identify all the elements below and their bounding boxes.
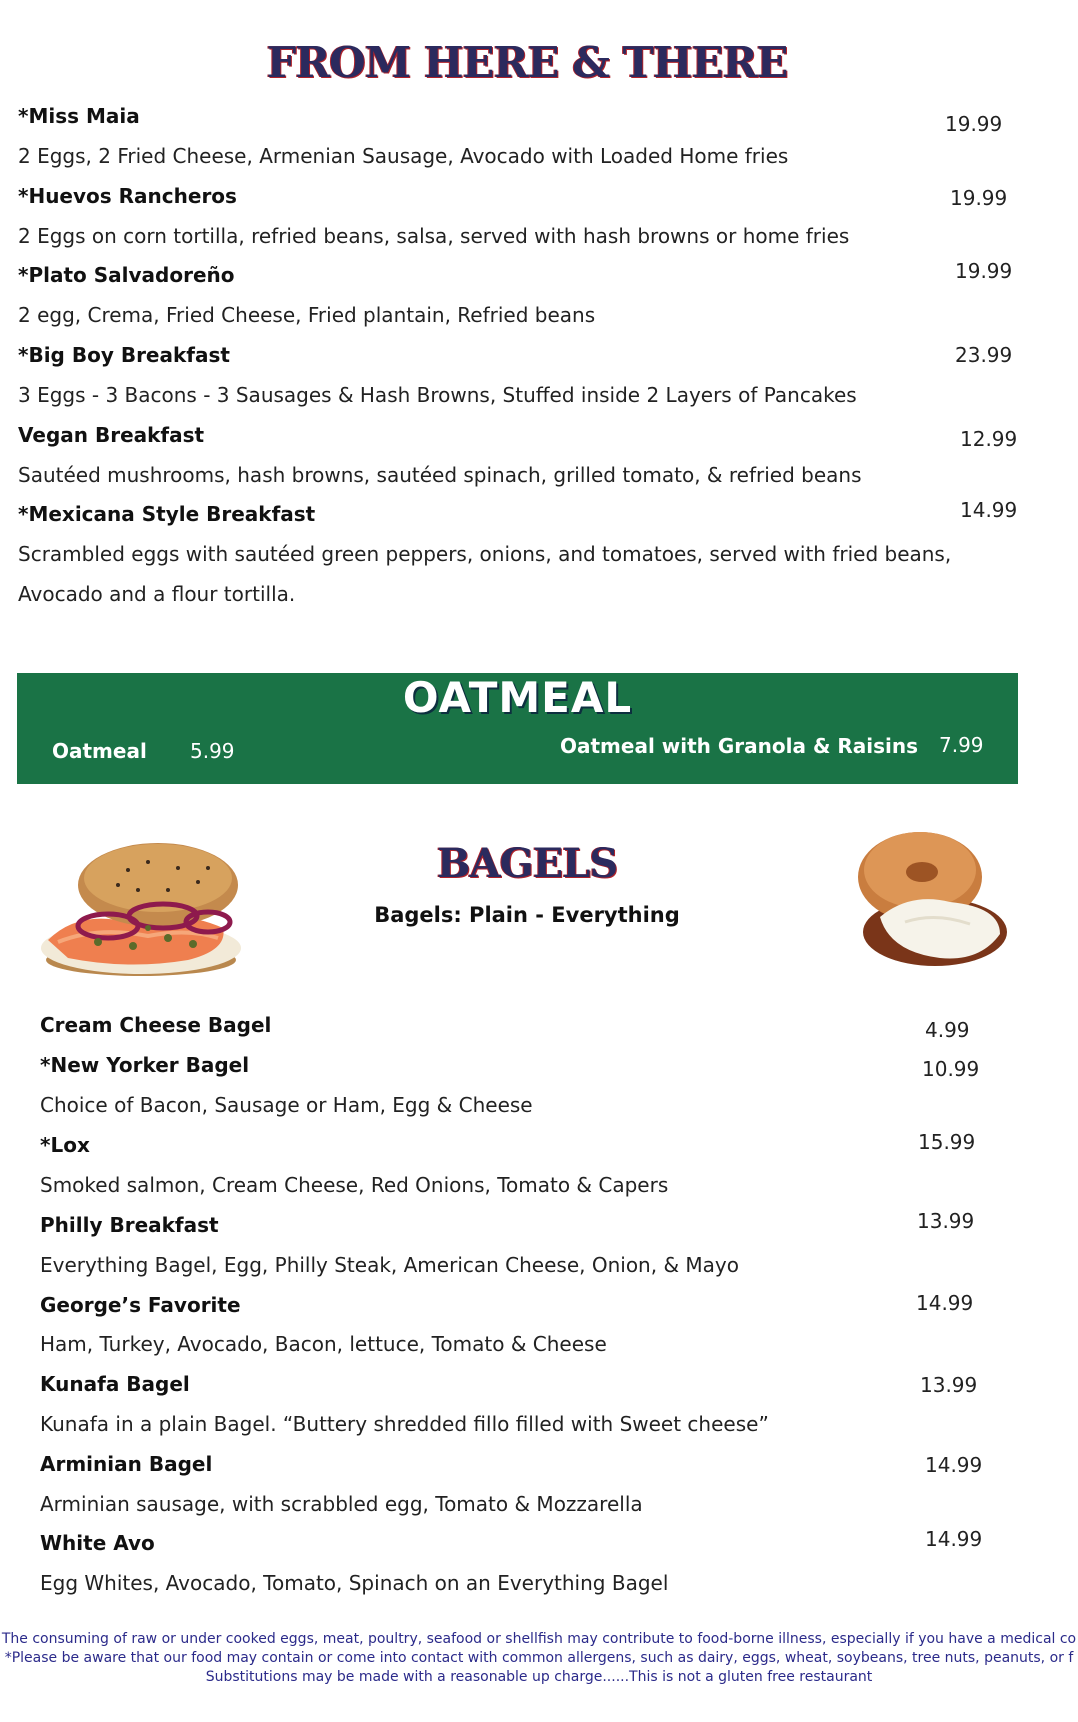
- bagel-item-desc: Ham, Turkey, Avocado, Bacon, lettuce, Tomato & Cheese: [40, 1332, 607, 1356]
- bagel-item-name: Philly Breakfast: [40, 1213, 219, 1237]
- oatmeal-item-name: Oatmeal: [52, 739, 147, 763]
- bagel-item-name: George’s Favorite: [40, 1293, 241, 1317]
- bagel-item-name: *New Yorker Bagel: [40, 1053, 250, 1077]
- menu-item-price: 12.99: [960, 427, 1018, 451]
- bagel-item-price: 4.99: [925, 1018, 970, 1042]
- menu-item-price: 23.99: [955, 343, 1013, 367]
- bagel-item-name: Arminian Bagel: [40, 1452, 213, 1476]
- menu-item-desc: Sautéed mushrooms, hash browns, sautéed spinach, grilled tomato, & refried beans: [18, 463, 862, 487]
- menu-item-price: 19.99: [955, 259, 1013, 283]
- bagels-subtitle: Bagels: Plain - Everything: [374, 903, 680, 927]
- bagel-item-desc: Egg Whites, Avocado, Tomato, Spinach on an Everything Bagel: [40, 1571, 669, 1595]
- menu-item-name: Vegan Breakfast: [18, 423, 205, 447]
- menu-item-desc: 3 Eggs - 3 Bacons - 3 Sausages & Hash Browns, Stuffed inside 2 Layers of Pancakes: [18, 383, 857, 407]
- section-title-here-there: FROM HERE & THERE: [266, 38, 788, 87]
- bagel-item-desc: Everything Bagel, Egg, Philly Steak, American Cheese, Onion, & Mayo: [40, 1253, 739, 1277]
- menu-item-desc: Scrambled eggs with sautéed green peppers, onions, and tomatoes, served with fried beans,: [18, 542, 952, 566]
- bagel-item-price: 15.99: [918, 1130, 976, 1154]
- footer-disclaimer-allergens: *Please be aware that our food may contain or come into contact with common allergens, such as dairy, eggs, wheat, soybeans, tree nuts, peanuts, or f: [4, 1650, 1074, 1666]
- menu-item-name: *Mexicana Style Breakfast: [18, 502, 316, 526]
- bagel-item-name: White Avo: [40, 1531, 155, 1555]
- bagel-item-price: 14.99: [925, 1527, 983, 1551]
- bagel-item-name: Cream Cheese Bagel: [40, 1013, 272, 1037]
- bagel-item-desc: Arminian sausage, with scrabbled egg, Tomato & Mozzarella: [40, 1492, 643, 1516]
- bagel-item-price: 13.99: [917, 1209, 975, 1233]
- bagel-item-desc: Kunafa in a plain Bagel. “Buttery shredded fillo filled with Sweet cheese”: [40, 1412, 769, 1436]
- bagel-item-desc: Smoked salmon, Cream Cheese, Red Onions, Tomato & Capers: [40, 1173, 669, 1197]
- menu-item-price: 19.99: [945, 112, 1003, 136]
- menu-item-name: *Huevos Rancheros: [18, 184, 237, 208]
- menu-item-price: 19.99: [950, 186, 1008, 210]
- oatmeal-item-price: 5.99: [190, 739, 235, 763]
- menu-item-desc-continued: Avocado and a flour tortilla.: [18, 582, 296, 606]
- menu-item-name: *Big Boy Breakfast: [18, 343, 230, 367]
- bagel-item-desc: Choice of Bacon, Sausage or Ham, Egg & Cheese: [40, 1093, 533, 1117]
- footer-disclaimer-raw-food: The consuming of raw or under cooked eggs, meat, poultry, seafood or shellfish may contribute to food-borne illness, especially if you have a medical co: [1, 1631, 1077, 1647]
- oatmeal-granola-price: 7.99: [939, 733, 984, 757]
- lox-bagel-image: [38, 830, 244, 980]
- footer-disclaimer-substitutions: Substitutions may be made with a reasonable up charge......This is not a gluten free restaurant: [205, 1669, 873, 1685]
- bagel-item-price: 10.99: [922, 1057, 980, 1081]
- bagel-item-name: *Lox: [40, 1133, 90, 1157]
- menu-item-desc: 2 Eggs, 2 Fried Cheese, Armenian Sausage, Avocado with Loaded Home fries: [18, 144, 789, 168]
- bagel-item-price: 14.99: [925, 1453, 983, 1477]
- menu-item-price: 14.99: [960, 498, 1018, 522]
- section-title-bagels: BAGELS: [436, 840, 618, 887]
- section-title-oatmeal: OATMEAL: [402, 673, 633, 722]
- oatmeal-granola-name: Oatmeal with Granola & Raisins: [560, 734, 918, 758]
- oatmeal-banner: [17, 673, 1018, 784]
- cream-cheese-bagel-image: [850, 822, 1010, 972]
- bagel-item-price: 13.99: [920, 1373, 978, 1397]
- bagel-item-price: 14.99: [916, 1291, 974, 1315]
- menu-item-name: *Plato Salvadoreño: [18, 263, 235, 287]
- bagel-item-name: Kunafa Bagel: [40, 1372, 190, 1396]
- menu-item-desc: 2 Eggs on corn tortilla, refried beans, salsa, served with hash browns or home fries: [18, 224, 850, 248]
- menu-item-desc: 2 egg, Crema, Fried Cheese, Fried plantain, Refried beans: [18, 303, 596, 327]
- menu-item-name: *Miss Maia: [18, 104, 140, 128]
